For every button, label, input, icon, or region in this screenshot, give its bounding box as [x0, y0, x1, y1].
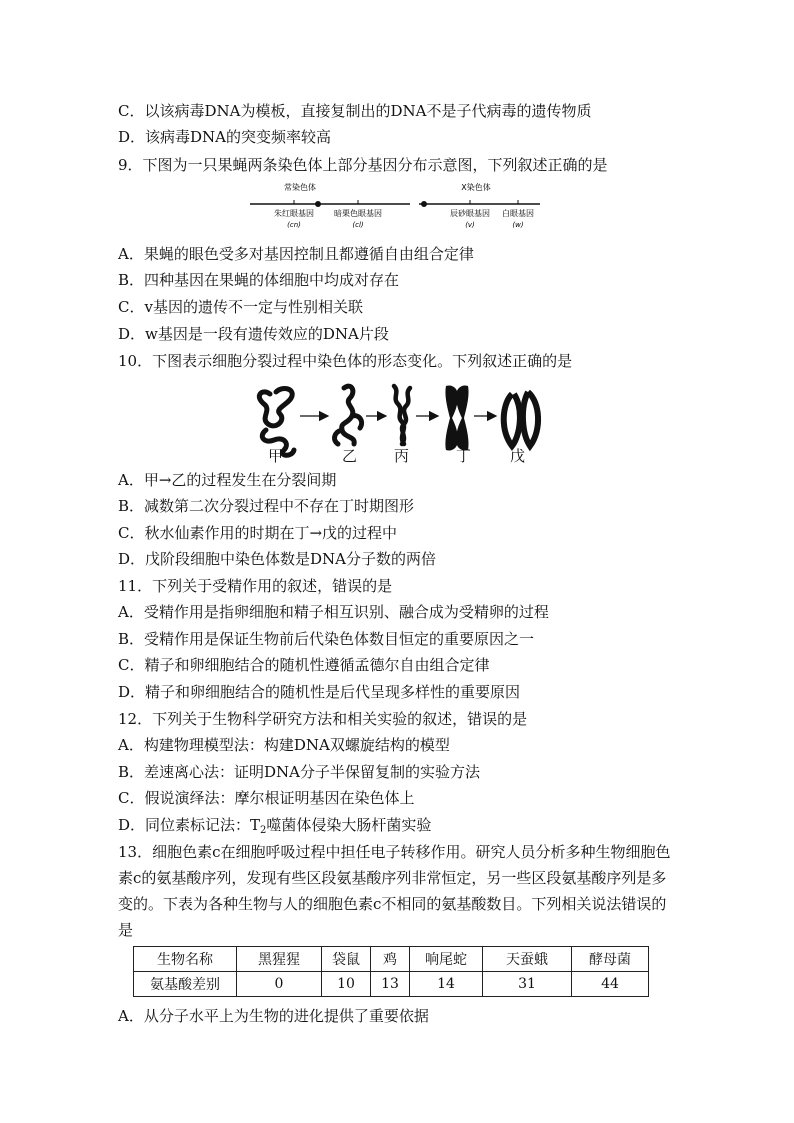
table-row-organisms [134, 947, 649, 972]
q10-option-a: A．甲→乙的过程发生在分裂间期 [118, 471, 337, 489]
gene-symbol-cl: (cl) [352, 221, 364, 229]
q11-stem: 11．下列关于受精作用的叙述，错误的是 [118, 577, 393, 595]
q12-option-a: A．构建物理模型法：构建DNA双螺旋结构的模型 [118, 736, 450, 754]
stage-label-wu: 戊 [510, 447, 526, 465]
gene-symbol-cn: (cn) [287, 221, 301, 229]
q10-option-b: B．减数第二次分裂过程中不存在丁时期图形 [118, 497, 415, 515]
stage-bing-chromosome [394, 386, 410, 444]
autosome-label: 常染色体 [284, 183, 316, 192]
q8-option-d: D．该病毒DNA的突变频率较高 [118, 128, 332, 146]
table-cell-organism: 天蚕蛾 [483, 947, 572, 972]
table-cell-difference: 0 [237, 972, 322, 997]
q9-option-c: C．v基因的遗传不一定与性别相关联 [118, 298, 363, 316]
q9-option-d: D．w基因是一段有遗传效应的DNA片段 [118, 325, 389, 343]
q8-option-c: C．以该病毒DNA为模板，直接复制出的DNA不是子代病毒的遗传物质 [118, 102, 592, 120]
q12-stem: 12．下列关于生物科学研究方法和相关实验的叙述，错误的是 [118, 710, 528, 728]
stage-label-jia: 甲 [268, 447, 284, 465]
q10-option-d: D．戊阶段细胞中染色体数是DNA分子数的两倍 [118, 550, 437, 568]
q11-option-a: A．受精作用是指卵细胞和精子相互识别、融合成为受精卵的过程 [118, 603, 549, 621]
q11-option-d: D．精子和卵细胞结合的随机性是后代呈现多样性的重要原因 [118, 683, 521, 701]
q12-option-d-pre: D．同位素标记法：T [118, 816, 261, 834]
table-cell-difference: 14 [410, 972, 483, 997]
gene-name-cl: 暗栗色眼基因 [334, 209, 382, 218]
table-cell-organism: 酵母菌 [572, 947, 649, 972]
q12-option-d-post: 噬菌体侵染大肠杆菌实验 [266, 816, 432, 834]
table-cell-organism: 响尾蛇 [410, 947, 483, 972]
stage-yi-chromosome [335, 386, 362, 444]
q12-option-d-subscript: 2 [260, 825, 267, 836]
table-cell-organism: 袋鼠 [322, 947, 371, 972]
q12-option-d [118, 815, 431, 841]
stage-wu-chromosome [504, 392, 538, 446]
x-centromere [421, 201, 427, 207]
stage-label-yi: 乙 [342, 447, 358, 465]
q9-stem: 9．下图为一只果蝇两条染色体上部分基因分布示意图，下列叙述正确的是 [118, 156, 608, 174]
gene-symbol-w: (w) [512, 221, 524, 229]
gene-name-w: 白眼基因 [502, 209, 534, 218]
q13-stem: 13．细胞色素c在细胞呼吸过程中担任电子转移作用。研究人员分析多种生物细胞色素c的氨基酸序列，发现有些区段氨基酸序列非常恒定，另一些区段氨基酸序列是多变的。下表为各种生物与人的细胞色素c不相同的氨基酸数目。下列相关说法错误的是 [118, 843, 671, 939]
table-cell-difference: 31 [483, 972, 572, 997]
q12-option-b: B．差速离心法：证明DNA分子半保留复制的实验方法 [118, 763, 481, 781]
q11-option-c: C．精子和卵细胞结合的随机性遵循孟德尔自由组合定律 [118, 656, 490, 674]
table-head-organism: 生物名称 [134, 947, 237, 972]
table-cell-organism: 黑猩猩 [237, 947, 322, 972]
table-cell-difference: 13 [371, 972, 410, 997]
autosome-centromere [315, 201, 321, 207]
table-row-differences [134, 972, 649, 997]
table-cell-organism: 鸡 [371, 947, 410, 972]
cytochrome-c-table [133, 946, 649, 997]
q11-option-b: B．受精作用是保证生物前后代染色体数目恒定的重要原因之一 [118, 630, 535, 648]
stage-ding-chromosome [445, 385, 468, 450]
stage-label-bing: 丙 [394, 447, 410, 465]
stage-label-ding: 丁 [456, 447, 472, 465]
q12-option-c: C．假说演绎法：摩尔根证明基因在染色体上 [118, 789, 415, 807]
gene-symbol-v: (v) [465, 221, 475, 229]
q10-option-c: C．秋水仙素作用的时期在丁→戊的过程中 [118, 524, 398, 542]
table-cell-difference: 10 [322, 972, 371, 997]
gene-map-diagram [0, 178, 794, 238]
gene-name-cn: 朱红眼基因 [274, 209, 314, 218]
table-head-difference: 氨基酸差别 [134, 972, 237, 997]
q10-stem: 10．下图表示细胞分裂过程中染色体的形态变化。下列叙述正确的是 [118, 352, 573, 370]
q9-option-a: A．果蝇的眼色受多对基因控制且都遵循自由组合定律 [118, 245, 474, 263]
x-chromosome-label: X染色体 [461, 183, 491, 192]
table-cell-difference: 44 [572, 972, 649, 997]
q9-option-b: B．四种基因在果蝇的体细胞中均成对存在 [118, 271, 400, 289]
gene-name-v: 辰砂眼基因 [450, 209, 490, 218]
q13-option-a: A．从分子水平上为生物的进化提供了重要依据 [118, 1007, 429, 1025]
